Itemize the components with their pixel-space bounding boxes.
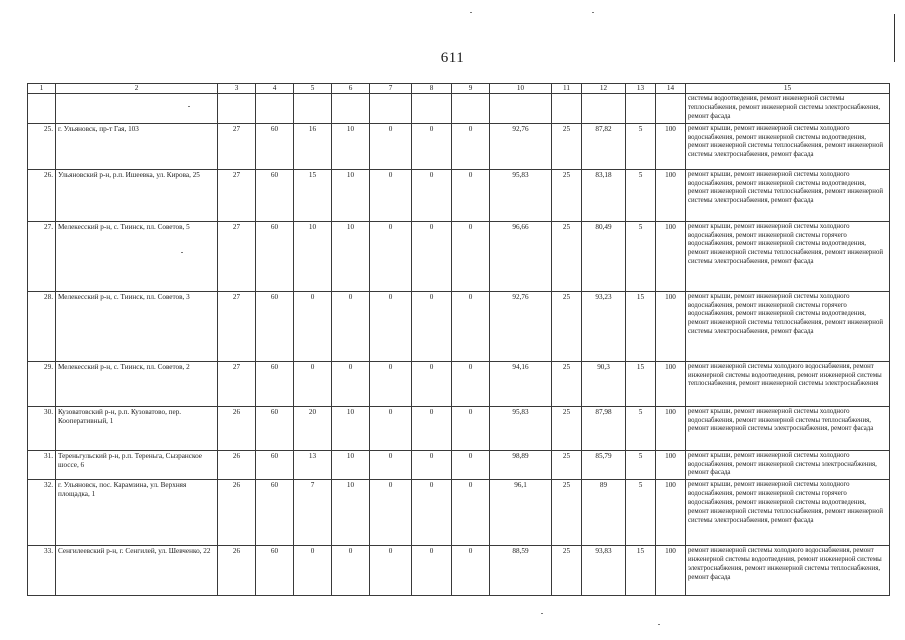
value-cell-c4: 60 xyxy=(256,221,294,291)
value-cell-c8: 0 xyxy=(412,221,452,291)
value-cell-c4: 60 xyxy=(256,450,294,479)
table-row xyxy=(28,123,890,169)
value-cell-c4: 60 xyxy=(256,480,294,546)
value-cell-c5: 15 xyxy=(294,169,332,221)
value-cell-c6: 0 xyxy=(332,361,370,406)
works-cell: ремонт крыши, ремонт инженерной системы холодного водоснабжения, ремонт инженерной системы горячего водоснабжения, ремонт инженерной системы водоотведения, ремонт инженерной системы теплоснабжения, ремонт инженерной системы электроснабжения, ремонт фасада xyxy=(686,291,890,361)
value-cell-c4: 60 xyxy=(256,123,294,169)
value-cell-c6: 0 xyxy=(332,546,370,596)
value-cell-c8: 0 xyxy=(412,361,452,406)
address-cell: Мелекесский р-н, с. Тиинск, пл. Советов, 3 xyxy=(56,291,218,361)
value-cell-c9: 0 xyxy=(452,291,490,361)
value-cell-c4: 60 xyxy=(256,291,294,361)
table-row xyxy=(28,291,890,361)
value-cell-c11: 25 xyxy=(552,480,582,546)
address-cell: Сенгилеевский р-н, г. Сенгилей, ул. Шевченко, 22 xyxy=(56,546,218,596)
value-cell-c11: 25 xyxy=(552,123,582,169)
empty-cell xyxy=(332,94,370,123)
value-cell-c5: 7 xyxy=(294,480,332,546)
value-cell-c6: 10 xyxy=(332,123,370,169)
value-cell-c12: 87,98 xyxy=(582,406,626,450)
value-cell-c13: 15 xyxy=(626,546,656,596)
value-cell-c13: 5 xyxy=(626,450,656,479)
value-cell-c14: 100 xyxy=(656,406,686,450)
value-cell-c7: 0 xyxy=(370,169,412,221)
value-cell-c7: 0 xyxy=(370,450,412,479)
value-cell-c4: 60 xyxy=(256,361,294,406)
address-cell: Ульяновский р-н, р.п. Ишеевка, ул. Кирова, 25 xyxy=(56,169,218,221)
scan-speck xyxy=(188,106,190,107)
value-cell-c10: 92,76 xyxy=(490,291,552,361)
row-index: 26. xyxy=(28,169,56,221)
scan-speck xyxy=(541,613,543,614)
value-cell-c9: 0 xyxy=(452,480,490,546)
value-cell-c10: 95,83 xyxy=(490,406,552,450)
value-cell-c13: 5 xyxy=(626,406,656,450)
column-number: 13 xyxy=(626,84,656,94)
value-cell-c9: 0 xyxy=(452,221,490,291)
column-number: 6 xyxy=(332,84,370,94)
column-number: 5 xyxy=(294,84,332,94)
scan-speck xyxy=(181,252,183,253)
column-number: 8 xyxy=(412,84,452,94)
continuation-row xyxy=(28,94,890,123)
page-number: 611 xyxy=(440,50,465,66)
column-number: 1 xyxy=(28,84,56,94)
empty-cell xyxy=(218,94,256,123)
value-cell-c10: 92,76 xyxy=(490,123,552,169)
value-cell-c8: 0 xyxy=(412,546,452,596)
table-row xyxy=(28,480,890,546)
value-cell-c13: 5 xyxy=(626,480,656,546)
empty-cell xyxy=(256,94,294,123)
value-cell-c5: 20 xyxy=(294,406,332,450)
value-cell-c13: 15 xyxy=(626,361,656,406)
column-number-row xyxy=(28,84,890,94)
row-index: 30. xyxy=(28,406,56,450)
value-cell-c11: 25 xyxy=(552,406,582,450)
table-row xyxy=(28,546,890,596)
row-index: 32. xyxy=(28,480,56,546)
value-cell-c12: 80,49 xyxy=(582,221,626,291)
value-cell-c7: 0 xyxy=(370,406,412,450)
value-cell-c14: 100 xyxy=(656,361,686,406)
value-cell-c5: 0 xyxy=(294,546,332,596)
value-cell-c8: 0 xyxy=(412,450,452,479)
empty-cell xyxy=(294,94,332,123)
value-cell-c12: 93,23 xyxy=(582,291,626,361)
value-cell-c14: 100 xyxy=(656,480,686,546)
empty-cell xyxy=(490,94,552,123)
table-row xyxy=(28,169,890,221)
value-cell-c3: 27 xyxy=(218,169,256,221)
value-cell-c10: 96,1 xyxy=(490,480,552,546)
value-cell-c14: 100 xyxy=(656,450,686,479)
value-cell-c9: 0 xyxy=(452,546,490,596)
empty-cell xyxy=(28,94,56,123)
value-cell-c12: 89 xyxy=(582,480,626,546)
value-cell-c4: 60 xyxy=(256,169,294,221)
value-cell-c10: 98,89 xyxy=(490,450,552,479)
value-cell-c14: 100 xyxy=(656,123,686,169)
table-body xyxy=(28,84,890,596)
address-cell: г. Ульяновск, пр-т Гая, 103 xyxy=(56,123,218,169)
value-cell-c11: 25 xyxy=(552,221,582,291)
value-cell-c12: 87,82 xyxy=(582,123,626,169)
column-number: 7 xyxy=(370,84,412,94)
value-cell-c4: 60 xyxy=(256,546,294,596)
column-number: 12 xyxy=(582,84,626,94)
value-cell-c9: 0 xyxy=(452,450,490,479)
value-cell-c10: 96,66 xyxy=(490,221,552,291)
value-cell-c9: 0 xyxy=(452,406,490,450)
value-cell-c13: 5 xyxy=(626,123,656,169)
value-cell-c5: 13 xyxy=(294,450,332,479)
value-cell-c3: 26 xyxy=(218,450,256,479)
value-cell-c5: 0 xyxy=(294,361,332,406)
empty-cell xyxy=(452,94,490,123)
row-index: 29. xyxy=(28,361,56,406)
value-cell-c3: 26 xyxy=(218,546,256,596)
column-number: 14 xyxy=(656,84,686,94)
value-cell-c14: 100 xyxy=(656,291,686,361)
value-cell-c12: 85,79 xyxy=(582,450,626,479)
value-cell-c7: 0 xyxy=(370,480,412,546)
value-cell-c7: 0 xyxy=(370,361,412,406)
address-cell: Мелекесский р-н, с. Тиинск, пл. Советов, 5 xyxy=(56,221,218,291)
value-cell-c7: 0 xyxy=(370,291,412,361)
column-number: 10 xyxy=(490,84,552,94)
scan-speck xyxy=(592,12,594,13)
table-row xyxy=(28,221,890,291)
column-number: 3 xyxy=(218,84,256,94)
value-cell-c13: 5 xyxy=(626,169,656,221)
value-cell-c8: 0 xyxy=(412,123,452,169)
works-cell: системы водоотведения, ремонт инженерной системы теплоснабжения, ремонт инженерной системы электроснабжения, ремонт фасада xyxy=(686,94,890,123)
value-cell-c7: 0 xyxy=(370,546,412,596)
works-cell: ремонт крыши, ремонт инженерной системы холодного водоснабжения, ремонт инженерной системы теплоснабжения, ремонт инженерной системы электроснабжения, ремонт фасада xyxy=(686,406,890,450)
value-cell-c9: 0 xyxy=(452,123,490,169)
value-cell-c6: 0 xyxy=(332,291,370,361)
value-cell-c3: 27 xyxy=(218,291,256,361)
value-cell-c8: 0 xyxy=(412,169,452,221)
row-index: 25. xyxy=(28,123,56,169)
works-cell: ремонт крыши, ремонт инженерной системы холодного водоснабжения, ремонт инженерной системы горячего водоснабжения, ремонт инженерной системы водоотведения, ремонт инженерной системы теплоснабжения, ремонт инженерной системы электроснабжения, ремонт фасада xyxy=(686,221,890,291)
value-cell-c6: 10 xyxy=(332,221,370,291)
value-cell-c9: 0 xyxy=(452,361,490,406)
value-cell-c3: 27 xyxy=(218,123,256,169)
works-cell: ремонт инженерной системы холодного водоснабжения, ремонт инженерной системы водоотведения, ремонт инженерной системы теплоснабжения, ремонт инженерной системы электроснабжения xyxy=(686,361,890,406)
value-cell-c7: 0 xyxy=(370,221,412,291)
address-cell: г. Ульяновск, пос. Карамзина, ул. Верхняя площадка, 1 xyxy=(56,480,218,546)
works-cell: ремонт крыши, ремонт инженерной системы холодного водоснабжения, ремонт инженерной системы электроснабжения, ремонт фасада xyxy=(686,450,890,479)
value-cell-c12: 93,83 xyxy=(582,546,626,596)
table-row xyxy=(28,406,890,450)
works-cell: ремонт крыши, ремонт инженерной системы холодного водоснабжения, ремонт инженерной системы водоотведения, ремонт инженерной системы теплоснабжения, ремонт инженерной системы электроснабжения, ремонт фасада xyxy=(686,123,890,169)
works-cell: ремонт инженерной системы холодного водоснабжения, ремонт инженерной системы водоотведения, ремонт инженерной системы электроснабжения, ремонт инженерной системы теплоснабжения, ремонт фасада xyxy=(686,546,890,596)
works-cell: ремонт крыши, ремонт инженерной системы холодного водоснабжения, ремонт инженерной системы водоотведения, ремонт инженерной системы теплоснабжения, ремонт инженерной системы электроснабжения, ремонт фасада xyxy=(686,169,890,221)
value-cell-c3: 26 xyxy=(218,480,256,546)
value-cell-c10: 88,59 xyxy=(490,546,552,596)
value-cell-c10: 94,16 xyxy=(490,361,552,406)
value-cell-c8: 0 xyxy=(412,406,452,450)
value-cell-c10: 95,83 xyxy=(490,169,552,221)
value-cell-c8: 0 xyxy=(412,291,452,361)
column-number: 4 xyxy=(256,84,294,94)
row-index: 31. xyxy=(28,450,56,479)
value-cell-c14: 100 xyxy=(656,546,686,596)
row-index: 28. xyxy=(28,291,56,361)
address-cell: Кузоватовский р-н, р.п. Кузоватово, пер. Кооперативный, 1 xyxy=(56,406,218,450)
address-cell: Тереньгульский р-н, р.п. Тереньга, Сызранское шоссе, 6 xyxy=(56,450,218,479)
empty-cell xyxy=(626,94,656,123)
value-cell-c13: 15 xyxy=(626,291,656,361)
value-cell-c7: 0 xyxy=(370,123,412,169)
value-cell-c5: 0 xyxy=(294,291,332,361)
value-cell-c11: 25 xyxy=(552,546,582,596)
value-cell-c14: 100 xyxy=(656,221,686,291)
column-number: 2 xyxy=(56,84,218,94)
empty-cell xyxy=(552,94,582,123)
scan-speck xyxy=(470,12,472,13)
empty-cell xyxy=(370,94,412,123)
works-cell: ремонт крыши, ремонт инженерной системы холодного водоснабжения, ремонт инженерной системы горячего водоснабжения, ремонт инженерной системы водоотведения, ремонт инженерной системы теплоснабжения, ремонт инженерной системы электроснабжения, ремонт фасада xyxy=(686,480,890,546)
row-index: 27. xyxy=(28,221,56,291)
value-cell-c11: 25 xyxy=(552,450,582,479)
column-number: 9 xyxy=(452,84,490,94)
value-cell-c8: 0 xyxy=(412,480,452,546)
value-cell-c5: 16 xyxy=(294,123,332,169)
empty-cell xyxy=(656,94,686,123)
empty-cell xyxy=(582,94,626,123)
table-row xyxy=(28,361,890,406)
column-number: 11 xyxy=(552,84,582,94)
value-cell-c13: 5 xyxy=(626,221,656,291)
value-cell-c6: 10 xyxy=(332,169,370,221)
row-index: 33. xyxy=(28,546,56,596)
value-cell-c9: 0 xyxy=(452,169,490,221)
value-cell-c4: 60 xyxy=(256,406,294,450)
value-cell-c6: 10 xyxy=(332,406,370,450)
value-cell-c6: 10 xyxy=(332,450,370,479)
value-cell-c11: 25 xyxy=(552,169,582,221)
empty-cell xyxy=(56,94,218,123)
value-cell-c3: 26 xyxy=(218,406,256,450)
value-cell-c11: 25 xyxy=(552,291,582,361)
value-cell-c3: 27 xyxy=(218,221,256,291)
scan-speck xyxy=(658,624,660,625)
column-number: 15 xyxy=(686,84,890,94)
value-cell-c14: 100 xyxy=(656,169,686,221)
value-cell-c3: 27 xyxy=(218,361,256,406)
empty-cell xyxy=(412,94,452,123)
address-cell: Мелекесский р-н, с. Тиинск, пл. Советов, 2 xyxy=(56,361,218,406)
value-cell-c12: 90,3 xyxy=(582,361,626,406)
repair-register-table xyxy=(27,83,890,596)
table-row xyxy=(28,450,890,479)
value-cell-c11: 25 xyxy=(552,361,582,406)
value-cell-c5: 10 xyxy=(294,221,332,291)
value-cell-c6: 10 xyxy=(332,480,370,546)
value-cell-c12: 83,18 xyxy=(582,169,626,221)
